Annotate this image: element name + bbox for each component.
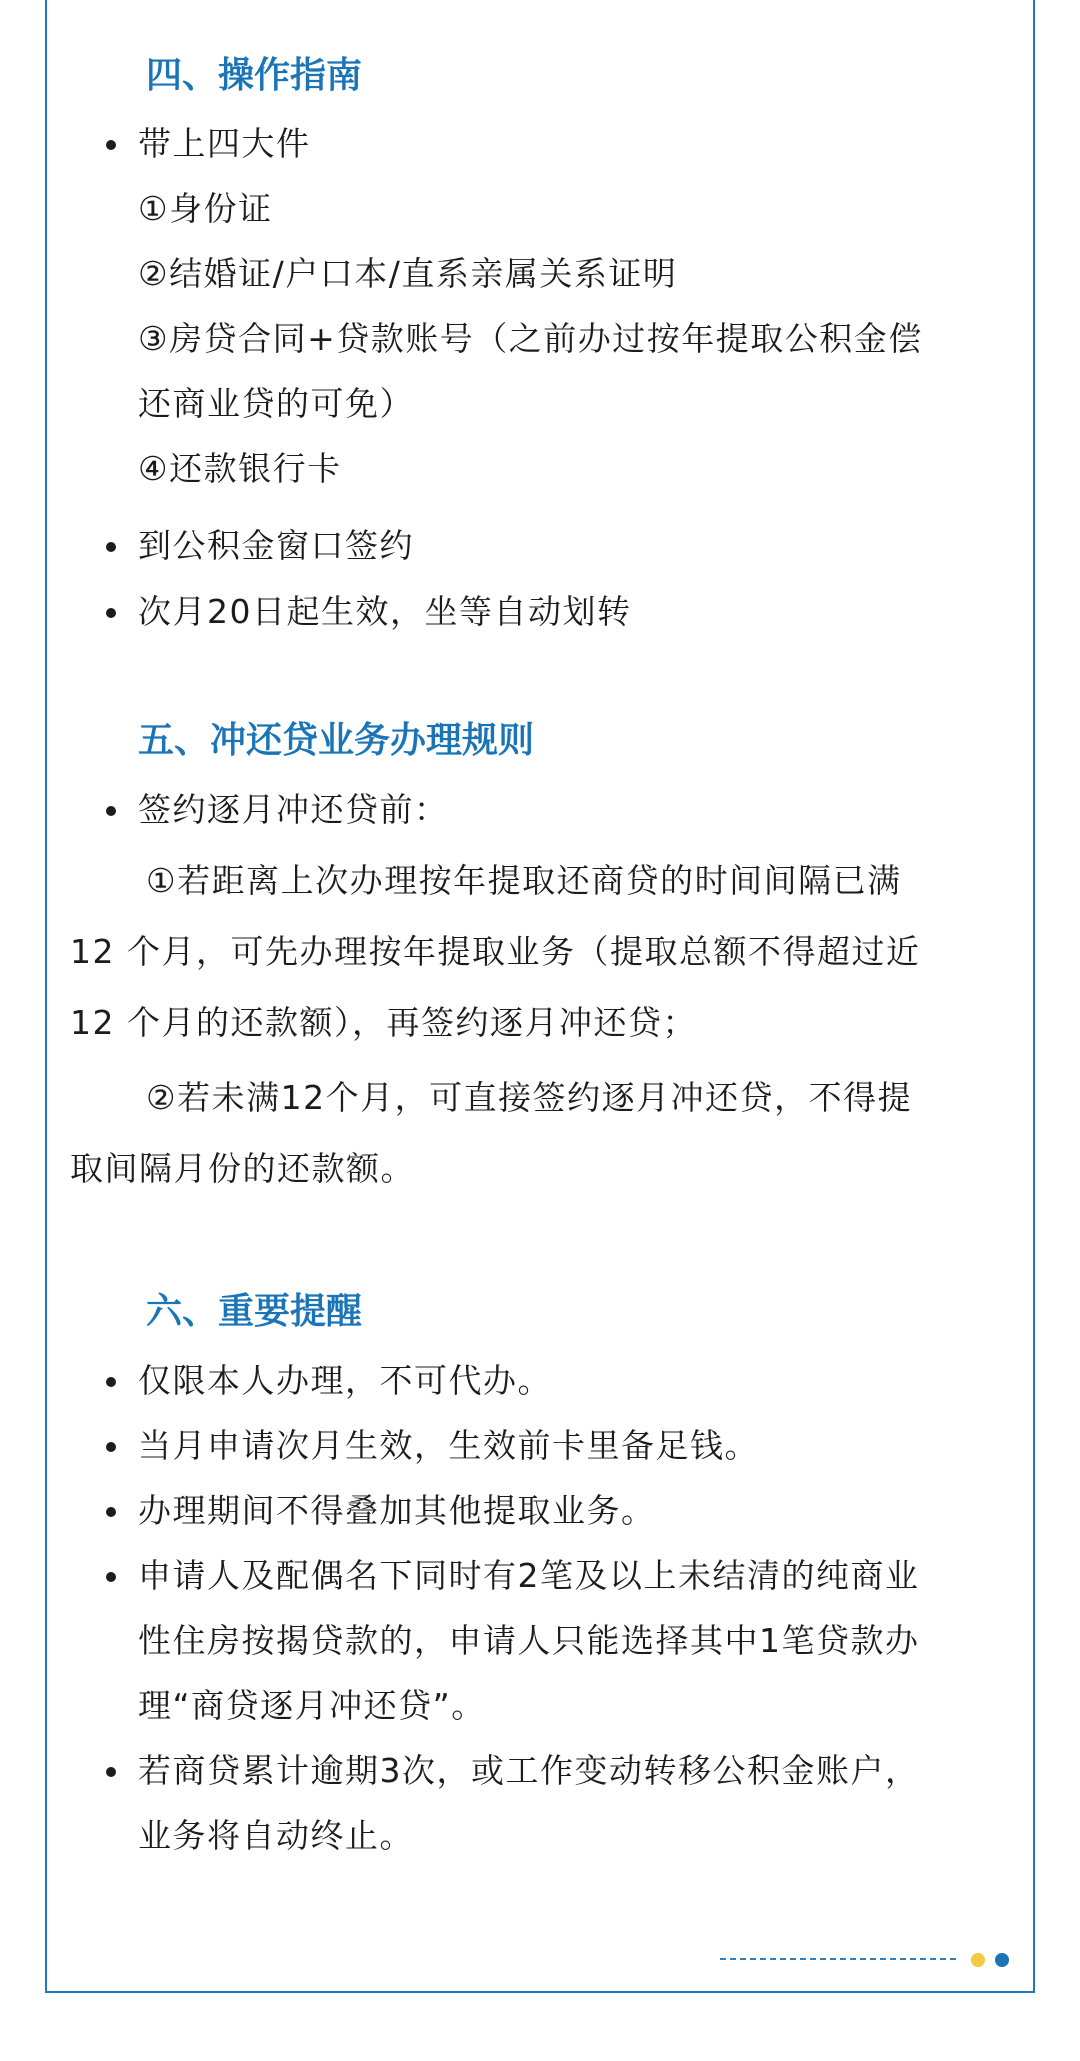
- section-six-title: 六、重要提醒: [146, 1291, 363, 1332]
- section-six-bullet-2: 当月申请次月生效，生效前卡里备足钱。: [138, 1426, 759, 1465]
- blue-dot-icon: [995, 1953, 1009, 1967]
- section-five-para-1-line-1: ①若距离上次办理按年提取还商贷的时间间隔已满: [146, 861, 902, 900]
- section-five-para-1-line-2: 12 个月，可先办理按年提取业务（提取总额不得超过近: [70, 932, 921, 971]
- section-six-bullet-5-line-2: 业务将自动终止。: [138, 1816, 414, 1855]
- yellow-dot-icon: [971, 1953, 985, 1967]
- bullet-dot: [106, 1767, 116, 1777]
- bullet-dot: [106, 806, 116, 816]
- section-four-bullet-2: 到公积金窗口签约: [138, 526, 414, 565]
- section-four-sub-1: ①身份证: [138, 189, 273, 228]
- section-four-bullet-3: 次月20日起生效，坐等自动划转: [138, 592, 632, 631]
- bullet-dot: [106, 1442, 116, 1452]
- section-four-sub-4: ④还款银行卡: [138, 449, 342, 488]
- bullet-dot: [106, 608, 116, 618]
- section-four-sub-3-line-2: 还商业贷的可免）: [138, 384, 414, 423]
- section-five-bullet-1: 签约逐月冲还贷前：: [138, 790, 449, 829]
- footer-dashed-divider: [720, 1958, 956, 1960]
- section-six-bullet-5-line-1: 若商贷累计逾期3次，或工作变动转移公积金账户，: [138, 1751, 920, 1790]
- section-four-title: 四、操作指南: [146, 55, 363, 96]
- section-five-para-1-line-3: 12 个月的还款额），再签约逐月冲还贷；: [70, 1003, 697, 1042]
- bullet-dot: [106, 1572, 116, 1582]
- section-five-title: 五、冲还贷业务办理规则: [138, 720, 535, 761]
- bullet-dot: [106, 140, 116, 150]
- bullet-dot: [106, 542, 116, 552]
- section-four-bullet-1: 带上四大件: [138, 124, 311, 163]
- section-six-bullet-1: 仅限本人办理，不可代办。: [138, 1361, 552, 1400]
- bullet-dot: [106, 1377, 116, 1387]
- section-six-bullet-4-line-2: 性住房按揭贷款的，申请人只能选择其中1笔贷款办: [138, 1621, 920, 1660]
- bullet-dot: [106, 1507, 116, 1517]
- section-five-para-2-line-2: 取间隔月份的还款额。: [70, 1149, 415, 1188]
- section-five-para-2-line-1: ②若未满12个月，可直接签约逐月冲还贷，不得提: [146, 1078, 913, 1117]
- section-four-sub-3-line-1: ③房贷合同+贷款账号（之前办过按年提取公积金偿: [138, 319, 923, 358]
- section-six-bullet-3: 办理期间不得叠加其他提取业务。: [138, 1491, 656, 1530]
- section-six-bullet-4-line-1: 申请人及配偶名下同时有2笔及以上未结清的纯商业: [138, 1556, 920, 1595]
- section-six-bullet-4-line-3: 理“商贷逐月冲还贷”。: [138, 1686, 486, 1725]
- section-four-sub-2: ②结婚证/户口本/直系亲属关系证明: [138, 254, 678, 293]
